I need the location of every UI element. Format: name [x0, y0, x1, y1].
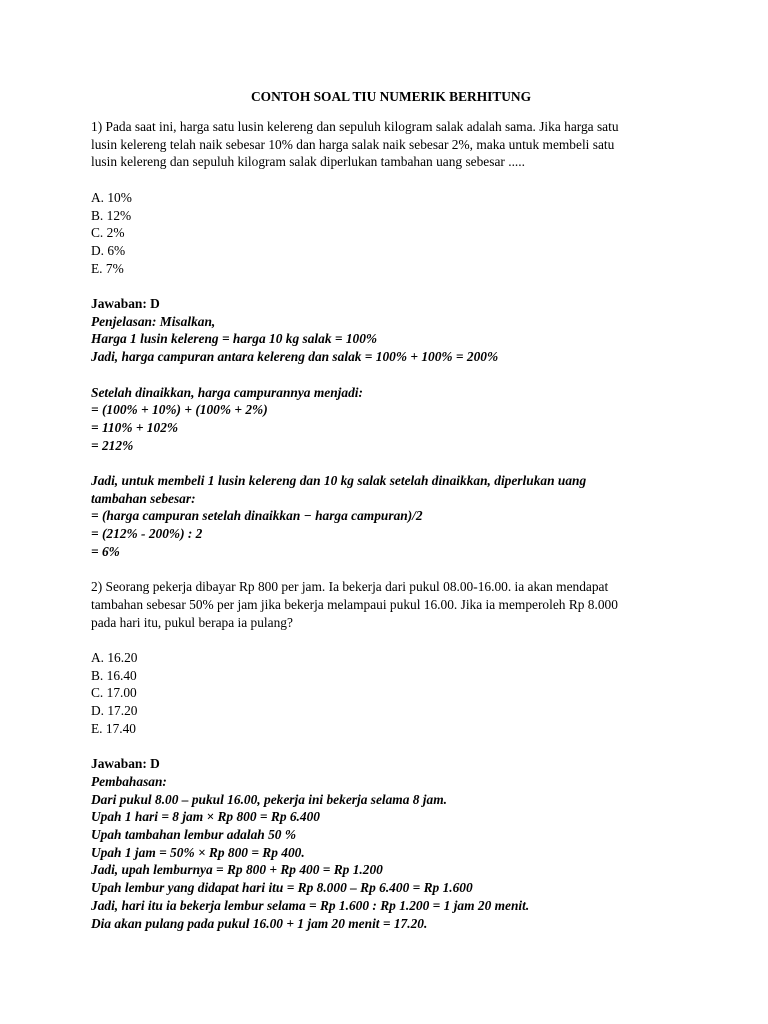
explanation-1-block-2 [91, 384, 691, 455]
option-e: E. 17.40 [91, 720, 137, 736]
question-2 [91, 578, 691, 631]
explanation-line: Jadi, untuk membeli 1 lusin kelereng dan 10 kg salak setelah dinaikkan, diperlukan uang [91, 473, 587, 488]
option-d: D. 17.20 [91, 703, 138, 719]
question-1-options [91, 189, 691, 278]
option-a: A. 10% [91, 189, 132, 205]
option-e: E. 7% [91, 260, 124, 276]
explanation-line: Upah 1 hari = 8 jam × Rp 800 = Rp 6.400 [91, 809, 320, 825]
explanation-line: tambahan sebesar: [91, 490, 196, 506]
question-2-line: 2) Seorang pekerja dibayar Rp 800 per jam. Ia bekerja dari pukul 08.00-16.00. ia akan mendapat [91, 579, 609, 595]
answer-1: Jawaban: D [91, 296, 160, 311]
explanation-line: Pembahasan: [91, 773, 167, 789]
option-a: A. 16.20 [91, 650, 138, 665]
explanation-line: Harga 1 lusin kelereng = harga 10 kg salak = 100% [91, 331, 378, 347]
explanation-line: Jadi, hari itu ia bekerja lembur selama = Rp 1.600 : Rp 1.200 = 1 jam 20 menit. [91, 897, 530, 913]
explanation-line: Jadi, upah lemburnya = Rp 800 + Rp 400 = Rp 1.200 [91, 862, 383, 878]
explanation-line: = (harga campuran setelah dinaikkan − harga campuran)/2 [91, 508, 423, 524]
document-page [91, 88, 691, 932]
explanation-line: = 6% [91, 543, 120, 559]
explanation-line: Upah lembur yang didapat hari itu = Rp 8.000 – Rp 6.400 = Rp 1.600 [91, 880, 473, 896]
explanation-line: Dari pukul 8.00 – pukul 16.00, pekerja ini bekerja selama 8 jam. [91, 791, 447, 807]
question-1-line: lusin kelereng dan sepuluh kilogram salak diperlukan tambahan uang sebesar ..... [91, 154, 525, 170]
question-1-line: 1) Pada saat ini, harga satu lusin kelereng dan sepuluh kilogram salak adalah sama. Jika harga satu [91, 119, 619, 134]
explanation-line: = 212% [91, 437, 134, 453]
option-d: D. 6% [91, 242, 126, 258]
option-c: C. 2% [91, 225, 125, 241]
explanation-line: = (100% + 10%) + (100% + 2%) [91, 402, 268, 418]
explanation-line: = 110% + 102% [91, 419, 179, 435]
question-2-line: pada hari itu, pukul berapa ia pulang? [91, 614, 293, 630]
explanation-1-block-3 [91, 472, 691, 561]
question-2-line: tambahan sebesar 50% per jam jika bekerja melampaui pukul 16.00. Jika ia memperoleh Rp 8.000 [91, 596, 618, 612]
option-b: B. 12% [91, 207, 132, 223]
explanation-line: Jadi, harga campuran antara kelereng dan salak = 100% + 100% = 200% [91, 349, 499, 365]
explanation-line: Upah tambahan lembur adalah 50 % [91, 827, 296, 843]
question-1 [91, 118, 691, 171]
explanation-line: Penjelasan: Misalkan, [91, 313, 216, 329]
option-c: C. 17.00 [91, 685, 137, 701]
question-2-options [91, 649, 691, 738]
question-1-line: lusin kelereng telah naik sebesar 10% dan harga salak naik sebesar 2%, maka untuk membeli satu [91, 136, 615, 152]
option-b: B. 16.40 [91, 667, 137, 683]
explanation-line: Setelah dinaikkan, harga campurannya menjadi: [91, 384, 363, 400]
document-title: CONTOH SOAL TIU NUMERIK BERHITUNG [250, 89, 532, 104]
explanation-line: Upah 1 jam = 50% × Rp 800 = Rp 400. [91, 844, 305, 860]
explanation-line: Dia akan pulang pada pukul 16.00 + 1 jam 20 menit = 17.20. [91, 915, 428, 931]
explanation-2-block-1 [91, 773, 691, 932]
explanation-1-block-1 [91, 313, 691, 366]
explanation-line: = (212% - 200%) : 2 [91, 526, 203, 542]
answer-2: Jawaban: D [91, 756, 160, 772]
